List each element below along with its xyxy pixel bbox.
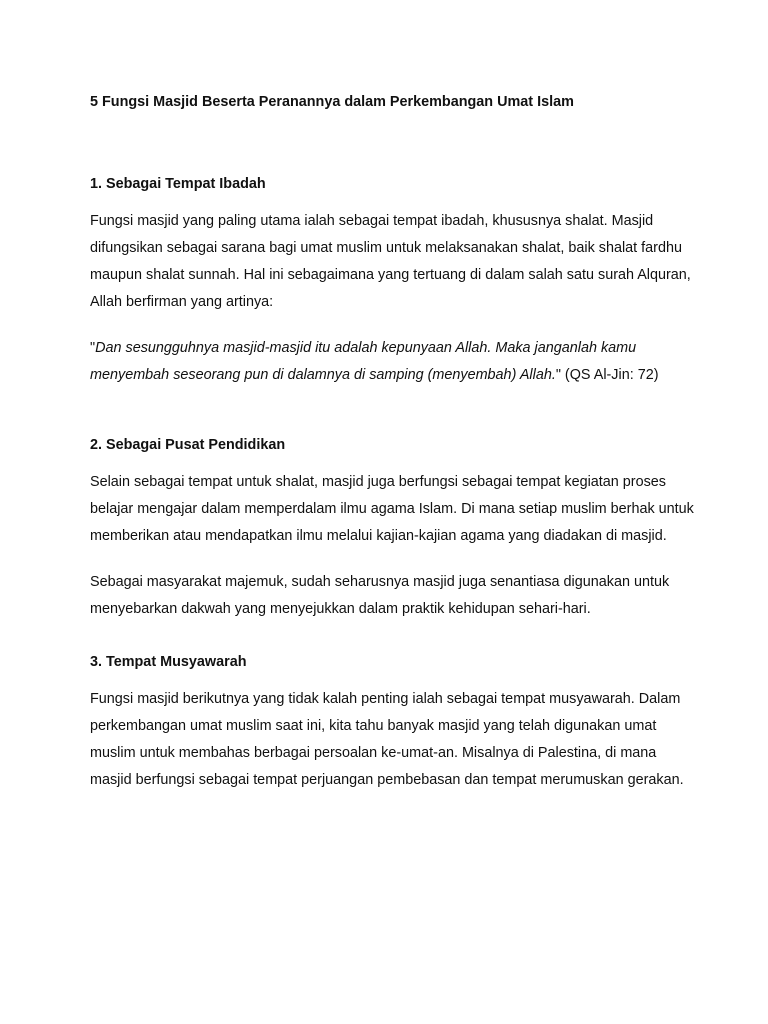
section-heading-pendidikan: 2. Sebagai Pusat Pendidikan bbox=[90, 437, 286, 453]
paragraph-pendidikan-2: Sebagai masyarakat majemuk, sudah seharusnya masjid juga senantiasa digunakan untuk menyebarkan dakwah yang menyejukkan dalam praktik kehidupan sehari-hari. bbox=[90, 574, 670, 617]
section-heading-musyawarah: 3. Tempat Musyawarah bbox=[90, 654, 247, 670]
paragraph-musyawarah: Fungsi masjid berikutnya yang tidak kalah penting ialah sebagai tempat musyawarah. Dalam perkembangan umat muslim saat ini, kita tahu banyak masjid yang telah digunakan umat muslim untuk membahas berbagai persoalan ke-umat-an. Misalnya di Palestina, di mana masjid berfungsi sebagai tempat perjuangan pembebasan dan tempat merumuskan gerakan. bbox=[90, 691, 684, 788]
section-heading-ibadah: 1. Sebagai Tempat Ibadah bbox=[90, 176, 266, 192]
quote-al-jin bbox=[90, 335, 700, 389]
quote-text: Dan sesungguhnya masjid-masjid itu adalah kepunyaan Allah. Maka janganlah kamu menyembah seseorang pun di dalamnya di samping (menyembah) Allah. bbox=[90, 340, 637, 383]
quote-close: " (QS Al-Jin: 72) bbox=[555, 367, 659, 383]
document-body bbox=[90, 92, 700, 794]
document-title: 5 Fungsi Masjid Beserta Peranannya dalam Perkembangan Umat Islam bbox=[90, 94, 574, 110]
paragraph-ibadah: Fungsi masjid yang paling utama ialah sebagai tempat ibadah, khususnya shalat. Masjid difungsikan sebagai sarana bagi umat muslim untuk melaksanakan shalat, baik shalat fardhu maupun shalat sunnah. Hal ini sebagaimana yang tertuang di dalam salah satu surah Alquran, Allah berfirman yang artinya: bbox=[90, 213, 691, 310]
paragraph-pendidikan-1: Selain sebagai tempat untuk shalat, masjid juga berfungsi sebagai tempat kegiatan proses belajar mengajar dalam memperdalam ilmu agama Islam. Di mana setiap muslim berhak untuk memberikan atau mendapatkan ilmu melalui kajian-kajian agama yang diadakan di masjid. bbox=[90, 474, 694, 544]
quote-open: " bbox=[90, 340, 96, 356]
